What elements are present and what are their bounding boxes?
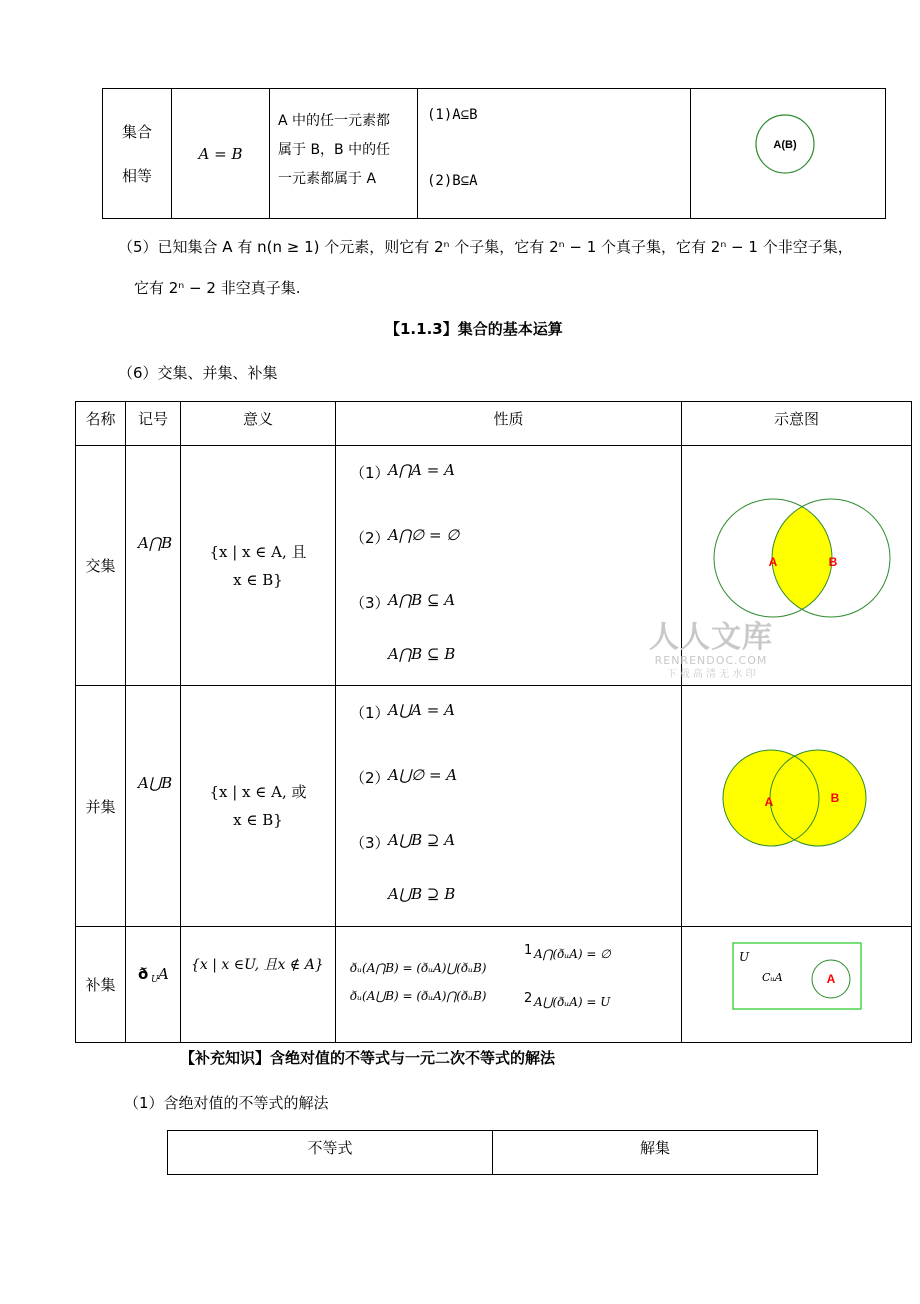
complement-meaning: {x | x ∈U, 且x ∉ A} (191, 957, 324, 973)
header-property: 性质 (336, 402, 682, 446)
supplement-title: 【补充知识】含绝对值的不等式与一元二次不等式的解法 (180, 1049, 556, 1067)
abs-inequality-table (167, 1130, 818, 1175)
union-meaning-line1: {x | x ∈ A, 或 (209, 783, 307, 801)
equality-meaning-line2: 属于 B，B 中的任 (278, 142, 391, 158)
complement-label-a: A (826, 972, 836, 986)
universal-set-label: U (739, 950, 750, 964)
complement-symbol-set: A (158, 965, 169, 983)
header-diagram: 示意图 (682, 402, 912, 446)
complement-meaning-cell (181, 927, 336, 1043)
equality-name-line1: 集合 (121, 122, 152, 141)
para-abs-heading: （1）含绝对值的不等式的解法 (124, 1094, 329, 1112)
equality-notation: A = B (198, 144, 243, 163)
complement-num2: 2 (524, 991, 533, 1006)
union-row (76, 686, 912, 927)
union-meaning-line2: x ∈ B} (233, 811, 283, 829)
intersection-meaning-cell (181, 446, 336, 686)
union-p3: A⋃B ⊇ A (388, 831, 456, 849)
complement-law1: A⋂(ðᵤA) = ∅ (534, 947, 611, 961)
intersection-meaning-line1: {x | x ∈ A, 且 (209, 542, 307, 561)
union-name: 并集 (76, 686, 126, 927)
complement-notation-cell (126, 927, 181, 1043)
equality-meaning-line3: 一元素都属于 A (278, 171, 377, 187)
section-title-113: 【1.1.3】集合的基本运算 (385, 320, 563, 338)
intersection-p2-num: （2） (350, 529, 390, 547)
complement-property-cell (336, 927, 682, 1043)
equality-venn-diagram (691, 90, 885, 218)
complement-symbol-sub: U (151, 975, 159, 985)
intersection-p3: A⋂B ⊆ A (388, 591, 456, 609)
union-venn-diagram (682, 686, 911, 926)
intersection-row (76, 446, 912, 686)
intersection-property-cell (336, 446, 682, 686)
set-operations-table (75, 401, 912, 1043)
abs-header-inequality: 不等式 (168, 1131, 493, 1175)
equality-name-cell (103, 89, 172, 219)
intersection-p1: A⋂A = A (388, 461, 455, 479)
union-p1-num: （1） (350, 704, 390, 722)
union-property-cell (336, 686, 682, 927)
set-equality-table (102, 88, 886, 219)
watermark (646, 622, 776, 682)
complement-num1: 1 (524, 943, 533, 958)
universal-set-box (733, 943, 861, 1009)
union-p1: A⋃A = A (388, 701, 455, 719)
para5-line2: 它有 2ⁿ − 2 非空真子集. (134, 279, 301, 297)
equality-meaning-cell (270, 89, 418, 219)
intersection-meaning-line2: x ∈ B} (233, 570, 283, 589)
equality-diagram-cell (691, 89, 886, 219)
complement-rule1: ðᵤ(A⋂B) = (ðᵤA)⋃(ðᵤB) (350, 961, 487, 975)
union-p3-num: （3） (350, 834, 390, 852)
intersection-notation: A⋂B (138, 534, 173, 552)
equality-prop1: (1)A⊆B (427, 107, 478, 123)
union-notation-cell (126, 686, 181, 927)
equality-name-line2: 相等 (121, 166, 152, 185)
para6-heading: （6）交集、并集、补集 (118, 364, 278, 382)
union-p2-num: （2） (350, 769, 390, 787)
intersection-label-b: B (828, 555, 838, 569)
equality-notation-cell (172, 89, 270, 219)
header-notation: 记号 (126, 402, 181, 446)
union-p4: A⋃B ⊇ B (388, 885, 456, 903)
intersection-p2: A⋂∅ = ∅ (388, 526, 460, 544)
intersection-label-a: A (768, 555, 778, 569)
para5-line1: （5）已知集合 A 有 n(n ≥ 1) 个元素，则它有 2ⁿ 个子集，它有 2ⁿ − 1 个真子集，它有 2ⁿ − 1 个非空子集， (118, 238, 853, 256)
complement-region-label: CᵤA (762, 971, 783, 984)
union-label-b: B (830, 791, 840, 805)
complement-rule2: ðᵤ(A⋃B) = (ðᵤA)⋂(ðᵤB) (350, 989, 487, 1003)
complement-law2: A⋃(ðᵤA) = U (534, 995, 611, 1009)
intersection-name: 交集 (76, 446, 126, 686)
watermark-note: 下 载 高 清 无 水 印 (666, 669, 756, 680)
complement-row (76, 927, 912, 1043)
intersection-notation-cell (126, 446, 181, 686)
union-diagram-cell (682, 686, 912, 927)
union-meaning-cell (181, 686, 336, 927)
union-p2: A⋃∅ = A (388, 766, 458, 784)
union-label-a: A (764, 795, 774, 809)
equality-property-cell (418, 89, 691, 219)
intersection-p4: A⋂B ⊆ B (388, 645, 456, 663)
abs-header-solution: 解集 (493, 1131, 818, 1175)
header-meaning: 意义 (181, 402, 336, 446)
complement-venn-diagram (682, 927, 911, 1042)
intersection-p3-num: （3） (350, 594, 390, 612)
watermark-title: 人人文库 (649, 620, 773, 655)
complement-name: 补集 (76, 927, 126, 1043)
equality-meaning-line1: A 中的任一元素都 (278, 113, 391, 129)
header-name: 名称 (76, 402, 126, 446)
equality-prop2: (2)B⊆A (427, 173, 478, 189)
union-notation: A⋃B (138, 774, 173, 792)
intersection-p1-num: （1） (350, 464, 390, 482)
complement-symbol: ð (138, 965, 149, 983)
complement-diagram-cell (682, 927, 912, 1043)
equality-venn-label: A(B) (773, 138, 797, 151)
watermark-site: RENRENDOC.COM (654, 654, 768, 667)
